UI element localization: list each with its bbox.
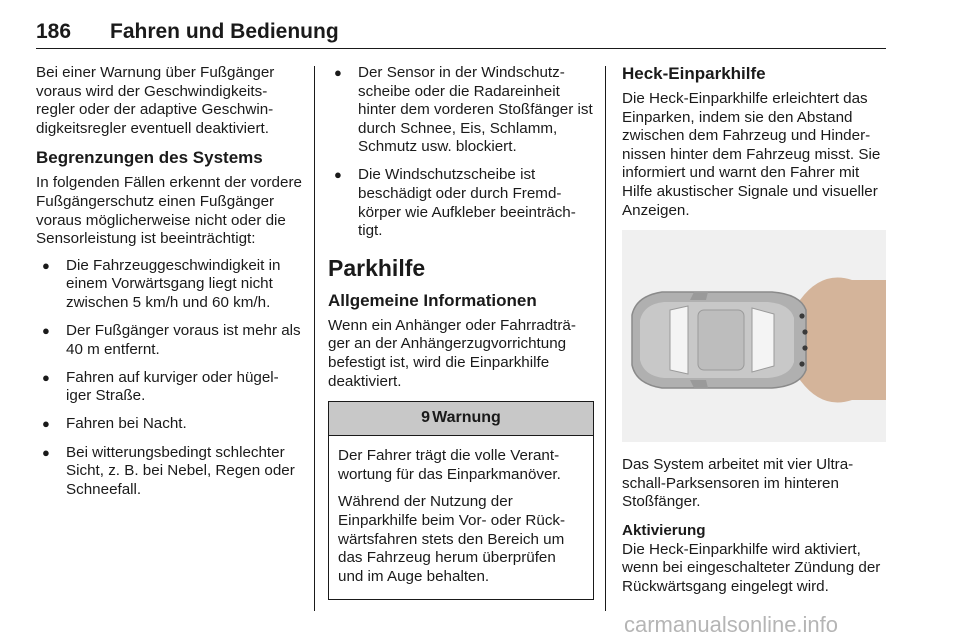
sensor-dot — [799, 362, 804, 367]
sensor-dot — [802, 346, 807, 351]
sensor-list — [328, 64, 594, 241]
list-item: ● Der Fußgänger voraus ist mehr als 40 m entfernt. — [42, 322, 301, 358]
sensor-dot — [802, 330, 807, 335]
limitations-list — [36, 257, 302, 500]
column-2 — [328, 64, 594, 600]
heading-activation: Aktivierung — [622, 521, 706, 539]
warning-icon: 9 — [421, 409, 431, 427]
warning-paragraph: Der Fahrer trägt die volle Verant-wortung für das Einparkmanöver. — [338, 447, 561, 483]
heading-limitations: Begrenzungen des Systems — [36, 148, 263, 168]
figure-caption: Das System arbeitet mit vier Ultra-schall-Parksensoren im hinteren Stoßfänger. — [622, 456, 854, 511]
header-rule — [36, 48, 886, 49]
warning-paragraph: Während der Nutzung der Einparkhilfe beim Vor- oder Rück-wärtsfahren stets den Bereich um das Fahrzeug herum überprüfen und im Auge behalten. — [338, 493, 566, 585]
activation-paragraph: Die Heck-Einparkhilfe wird aktiviert, wenn bei eingeschalteter Zündung der Rückwärtsgang eingelegt wird. — [622, 540, 881, 595]
page-number: 186 — [36, 20, 72, 43]
general-info-paragraph: Wenn ein Anhänger oder Fahrradträ-ger an der Anhängerzugvorrichtung befestigt ist, wird die Einparkhilfe deaktiviert. — [328, 316, 576, 390]
bullet-icon: ● — [42, 369, 50, 385]
parking-sensor-illustration — [622, 230, 886, 442]
limitations-paragraph: In folgenden Fällen erkennt der vordere Fußgängerschutz einen Fußgänger voraus möglicherweise nicht oder die Sensorleistung ist beeinträchtigt: — [36, 174, 302, 248]
list-item: ● Die Windschutzscheibe ist beschädigt oder durch Fremd-körper wie Aufkleber beeinträch-tigt. — [334, 166, 576, 240]
bullet-icon: ● — [42, 323, 50, 339]
heading-rear-park-assist: Heck-Einparkhilfe — [622, 64, 766, 83]
column-divider-2 — [605, 66, 606, 611]
car-sensor-diagram — [622, 230, 886, 442]
watermark-text: carmanualsonline.info — [624, 612, 839, 637]
bullet-icon: ● — [42, 444, 50, 460]
warning-title: Warnung — [432, 409, 501, 427]
section-title: Fahren und Bedienung — [110, 20, 339, 43]
warning-header — [329, 402, 593, 436]
sensor-coverage-zone — [800, 278, 886, 403]
list-item: ● Bei witterungsbedingt schlechter Sicht, z. B. bei Nebel, Regen oder Schneefall. — [42, 443, 295, 498]
bullet-icon: ● — [42, 416, 50, 432]
page-header — [36, 20, 886, 50]
sensor-dot — [799, 314, 804, 319]
column-3 — [622, 64, 888, 606]
intro-paragraph: Bei einer Warnung über Fußgänger voraus wird der Geschwindigkeits-regler oder der adaptive Geschwin-digkeitsregler eventuell deaktiviert. — [36, 64, 275, 137]
list-item: ● Die Fahrzeuggeschwindigkeit in einem Vorwärtsgang liegt nicht zwischen 5 km/h und 60 km/h. — [42, 256, 281, 311]
car-top-view-icon — [632, 292, 806, 388]
column-1 — [36, 64, 302, 509]
rear-park-assist-paragraph: Die Heck-Einparkhilfe erleichtert das Einparken, indem sie den Abstand zwischen dem Fahrzeug und Hinder-nissen hinter dem Fahrzeug misst. Sie informiert und warnt den Fahrer mit Hilfe akustischer Signale und visueller Anzeigen. — [622, 90, 881, 219]
column-divider-1 — [314, 66, 315, 611]
list-item: ● Der Sensor in der Windschutz-scheibe oder die Radareinheit hinter dem vorderen Stoßfänger ist durch Schnee, Eis, Schlamm, Schmutz usw. blockiert. — [334, 64, 593, 156]
list-item: ● Fahren bei Nacht. — [42, 415, 187, 433]
list-item: ● Fahren auf kurviger oder hügel-iger Straße. — [42, 368, 279, 405]
warning-box — [328, 401, 594, 600]
bullet-icon: ● — [334, 65, 342, 80]
chapter-heading-parkhilfe: Parkhilfe — [328, 254, 426, 281]
heading-general-info: Allgemeine Informationen — [328, 290, 537, 310]
warning-body — [329, 436, 593, 599]
bullet-icon: ● — [334, 167, 342, 183]
bullet-icon: ● — [42, 257, 50, 273]
